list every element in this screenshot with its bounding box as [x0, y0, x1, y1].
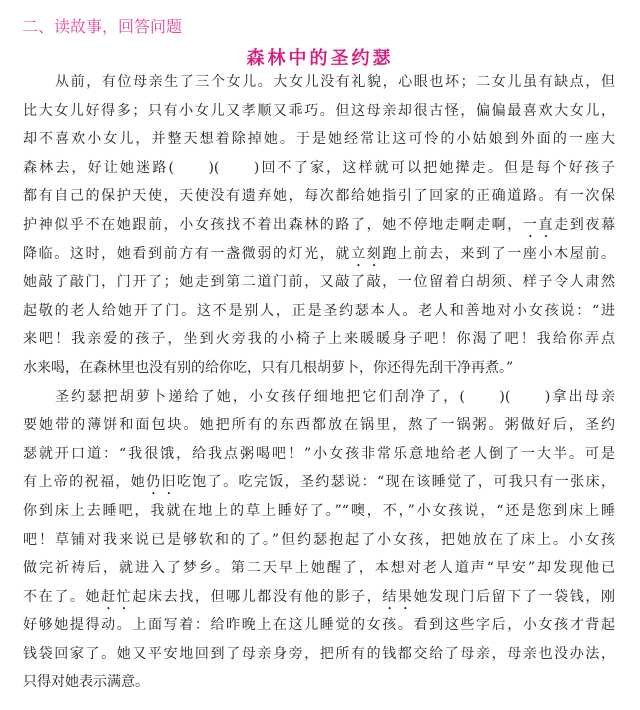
text-segment: 比大女儿好得多；只有小女儿又孝顺又乖巧。但这母亲却很古怪，偏偏最喜欢大女儿，	[23, 102, 615, 119]
text-segment: 水来喝，在森林里也没有别的给你吃，只有几根胡萝卜，你还得先刮干净再煮。”	[23, 359, 514, 376]
text-line	[23, 554, 615, 583]
text-segment: 都有自己的保护天使，天使没有遗弃她，每次都给她指引了回家的正确道路。有一次保	[23, 188, 615, 205]
text-segment: 吧！草铺对我来说已是够软和的了。”但约瑟抱起了小女孩，把她放在了床上。小女孩	[23, 531, 615, 548]
emphasized-word: 立刻	[351, 245, 383, 262]
text-segment: 起敬的老人给她开了门。这不是别人，正是圣约瑟本人。老人和善地对小女孩说：“进	[23, 302, 615, 319]
text-segment: 起床去找，但哪儿都没有他的影子，	[132, 588, 383, 605]
text-segment: 圣约瑟把胡萝卜递给了她，小女孩仔细地把它们刮净了，( )( )拿出母亲	[55, 388, 615, 405]
emphasized-word: 仍旧	[146, 474, 177, 491]
text-line	[23, 640, 615, 669]
text-line	[23, 297, 615, 326]
text-segment: 走到夜幕	[554, 216, 616, 233]
text-segment: 从前，有位母亲生了三个女儿。大女儿没有礼貌，心眼也坏；二女儿虽有缺点，但	[55, 74, 615, 90]
story-title: 森林中的圣约瑟	[246, 48, 394, 69]
text-line	[23, 97, 615, 126]
text-line	[23, 468, 615, 497]
text-segment: 好够她提得动。上面写着：给昨晚上在这儿睡觉的女孩。看到这些字后，小女孩才背起	[23, 617, 615, 634]
text-segment: 你到床上去睡吧，我就在地上的草上睡好了。”“噢，不，”小女孩说，“还是您到床上睡	[23, 502, 615, 519]
text-segment: 她敲了敲门，门开了；她走到第二道门前，又敲了敲，一位留着白胡须、样子令人肃然	[23, 274, 615, 291]
text-segment: 降临。这时，她看到前方有一盏微弱的灯光，就	[23, 245, 352, 262]
text-line	[23, 182, 615, 211]
text-line	[23, 211, 615, 240]
emphasized-word: 一直	[522, 216, 555, 233]
emphasized-word: 结果	[382, 588, 414, 605]
text-segment: 她发现门后留下了一袋钱，刚	[413, 588, 616, 605]
text-segment: 不在了。她	[23, 588, 102, 605]
text-segment: 钱袋回家了。她又平安地回到了母亲身旁，把所有的钱都交给了母亲，母亲也没办法，	[23, 645, 615, 662]
text-line	[23, 68, 615, 97]
text-line	[23, 583, 615, 612]
text-line	[23, 668, 615, 697]
text-segment: 有上帝的祝福，她	[23, 474, 147, 491]
text-line	[23, 125, 615, 154]
text-line	[23, 440, 615, 469]
text-segment: 却不喜欢小女儿，并整天想着除掉她。于是她经常让这可怜的小姑娘到外面的一座大	[23, 131, 615, 148]
text-line	[23, 526, 615, 555]
text-segment: 做完祈祷后，就进入了梦乡。第二天早上她醒了，本想对老人道声“早安”却发现他已	[23, 560, 615, 577]
text-segment: 来吧！我亲爱的孩子，坐到火旁我的小椅子上来暖暖身子吧！你渴了吧！我给你弄点	[23, 331, 615, 348]
text-segment: 要她带的薄饼和面包块。她把所有的东西都放在锅里，熬了一锅粥。粥做好后，圣约	[23, 417, 615, 434]
section-heading: 二、读故事，回答问题	[22, 17, 183, 36]
story-body	[23, 68, 615, 697]
text-line	[23, 611, 615, 640]
text-segment: 跑上前去，来到了一座小木屋前。	[382, 245, 616, 262]
text-segment: 吃饱了。吃完饭，圣约瑟说：“现在该睡觉了，可我只有一张床，	[176, 474, 615, 491]
text-segment: 只得对她表示满意。	[23, 674, 149, 691]
text-line	[23, 354, 615, 383]
text-line	[23, 497, 615, 526]
text-line	[23, 411, 615, 440]
text-line	[23, 268, 615, 297]
emphasized-word: 赶忙	[101, 588, 133, 605]
text-segment: 瑟就开口道：“我很饿，给我点粥喝吧！”小女孩非常乐意地给老人倒了一大半。可是	[23, 445, 615, 462]
text-line	[23, 154, 615, 183]
text-line	[23, 325, 615, 354]
text-line	[23, 383, 615, 412]
text-segment: 森林去，好让她迷路( )( )回不了家，这样就可以把她撵走。但是每个好孩子	[23, 159, 615, 176]
text-segment: 护神似乎不在她跟前，小女孩找不着出森林的路了，她不停地走啊走啊，	[23, 216, 523, 233]
text-line	[23, 240, 615, 269]
